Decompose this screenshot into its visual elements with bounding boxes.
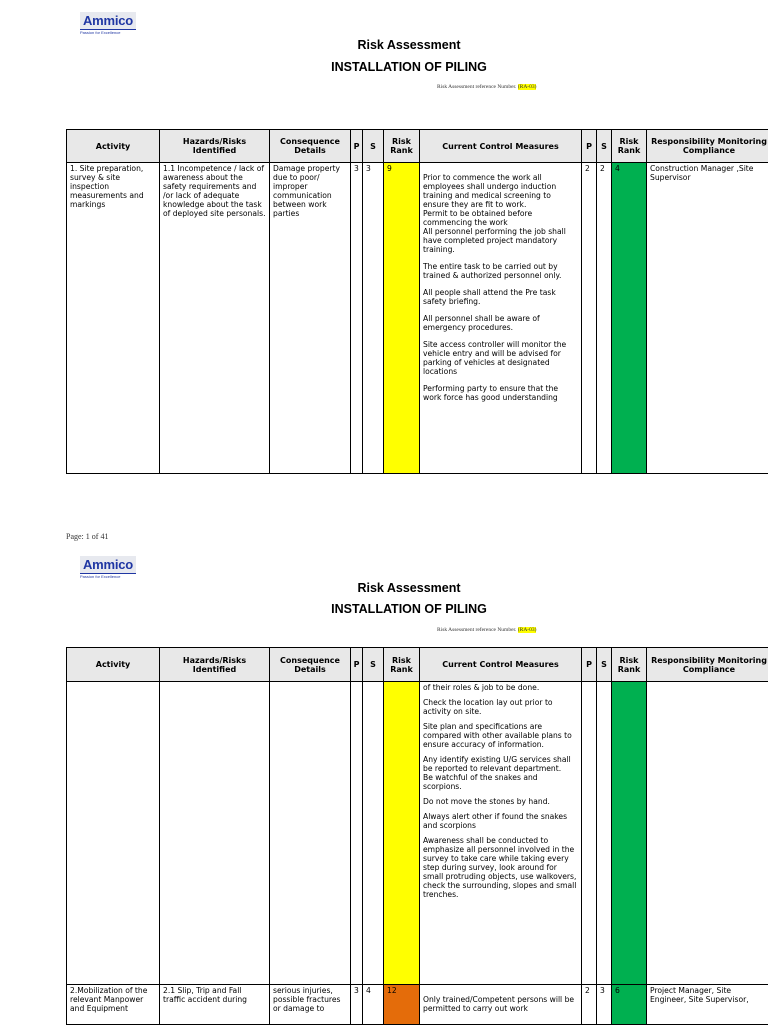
header-consequence: Consequence Details xyxy=(270,130,351,163)
table-header-row xyxy=(67,130,768,163)
header-hazards: Hazards/Risks Identified xyxy=(160,130,270,163)
ammico-logo xyxy=(80,556,136,580)
header-risk-rank-residual: Risk Rank xyxy=(612,648,647,682)
header-control-measures: Current Control Measures xyxy=(420,648,582,682)
measure-item: Awareness shall be conducted to emphasize all personnel involved in the survey to take care while taking every step during survey, look around for small protruding objects, use walkovers, check the surrounding, slopes and small trenches. xyxy=(423,836,578,899)
header-control-measures: Current Control Measures xyxy=(420,130,582,163)
s-cell: 4 xyxy=(363,985,384,1025)
reference-code: (RA-03) xyxy=(518,627,537,633)
header-consequence: Consequence Details xyxy=(270,648,351,682)
s-cell xyxy=(363,682,384,985)
consequence-cell: serious injuries, possible fractures or damage to xyxy=(270,985,351,1025)
reference-code: (RA-03) xyxy=(518,84,537,90)
p-residual-cell: 2 xyxy=(582,985,597,1025)
p-cell xyxy=(351,682,363,985)
header-p-residual: P xyxy=(582,648,597,682)
header-p: P xyxy=(351,130,363,163)
responsibility-cell: Construction Manager ,Site Supervisor xyxy=(647,163,768,474)
s-residual-cell xyxy=(597,682,612,985)
table-row xyxy=(67,163,768,474)
header-hazards: Hazards/Risks Identified xyxy=(160,648,270,682)
reference-number xyxy=(437,627,536,633)
measure-item: Do not move the stones by hand. xyxy=(423,797,578,806)
header-s: S xyxy=(363,648,384,682)
p-residual-cell xyxy=(582,682,597,985)
p-cell: 3 xyxy=(351,163,363,474)
header-risk-rank: Risk Rank xyxy=(384,648,420,682)
control-measures-cell xyxy=(420,985,582,1025)
responsibility-cell xyxy=(647,682,768,985)
measure-item: Any identify existing U/G services shall be reported to relevant department. Be watchful of the snakes and scorpions. xyxy=(423,755,578,791)
reference-label: Risk Assessment reference Number. xyxy=(437,627,516,633)
s-cell: 3 xyxy=(363,163,384,474)
hazard-cell: 2.1 Slip, Trip and Fall traffic accident during xyxy=(160,985,270,1025)
risk-rank-residual-cell: 4 xyxy=(612,163,647,474)
header-risk-rank-residual: Risk Rank xyxy=(612,130,647,163)
risk-rank-cell: 12 xyxy=(384,985,420,1025)
measure-item: Always alert other if found the snakes and scorpions xyxy=(423,812,578,830)
measure-item: Check the location lay out prior to activity on site. xyxy=(423,698,578,716)
header-s-residual: S xyxy=(597,130,612,163)
s-residual-cell: 3 xyxy=(597,985,612,1025)
header-responsibility: Responsibility Monitoring Compliance xyxy=(647,130,768,163)
measure-item: All personnel shall be aware of emergency procedures. xyxy=(423,314,578,332)
risk-assessment-table xyxy=(66,129,768,474)
table-row xyxy=(67,985,768,1025)
measure-item: Site access controller will monitor the vehicle entry and will be advised for parking of vehicles at designated locations xyxy=(423,340,578,376)
control-measures-cell xyxy=(420,682,582,985)
table-row xyxy=(67,682,768,985)
logo-tagline: Passion for Excellence xyxy=(80,574,136,580)
header-risk-rank: Risk Rank xyxy=(384,130,420,163)
activity-cell xyxy=(67,682,160,985)
measure-item: All people shall attend the Pre task safety briefing. xyxy=(423,288,578,306)
s-residual-cell: 2 xyxy=(597,163,612,474)
reference-number xyxy=(437,84,536,90)
risk-assessment-table xyxy=(66,647,768,1025)
page-number: Page: 1 of 41 xyxy=(66,532,108,541)
table-header-row xyxy=(67,648,768,682)
measure-item: Site plan and specifications are compared with other available plans to ensure accuracy of information. xyxy=(423,722,578,749)
reference-label: Risk Assessment reference Number. xyxy=(437,84,516,90)
measure-item: Prior to commence the work all employees shall undergo induction training and medical screening to ensure they are fit to work. Permit to be obtained before commencing the work All personnel performing the job shall have completed project mandatory training. xyxy=(423,173,578,254)
risk-rank-cell xyxy=(384,682,420,985)
logo-wordmark: Ammico xyxy=(80,12,136,30)
p-cell: 3 xyxy=(351,985,363,1025)
header-s-residual: S xyxy=(597,648,612,682)
consequence-cell: Damage property due to poor/ improper communication between work parties xyxy=(270,163,351,474)
logo-tagline: Passion for Excellence xyxy=(80,30,136,36)
p-residual-cell: 2 xyxy=(582,163,597,474)
risk-rank-residual-cell: 6 xyxy=(612,985,647,1025)
ammico-logo xyxy=(80,12,136,36)
header-s: S xyxy=(363,130,384,163)
risk-rank-cell: 9 xyxy=(384,163,420,474)
header-responsibility: Responsibility Monitoring Compliance xyxy=(647,648,768,682)
risk-rank-residual-cell xyxy=(612,682,647,985)
document-subtitle: INSTALLATION OF PILING xyxy=(0,602,768,616)
hazard-cell: 1.1 Incompetence / lack of awareness about the safety requirements and /or lack of adequate knowledge about the task of deployed site personals. xyxy=(160,163,270,474)
header-p: P xyxy=(351,648,363,682)
control-measures-cell xyxy=(420,163,582,474)
measure-item: of their roles & job to be done. xyxy=(423,683,578,692)
activity-cell: 2.Mobilization of the relevant Manpower and Equipment xyxy=(67,985,160,1025)
responsibility-cell: Project Manager, Site Engineer, Site Supervisor, xyxy=(647,985,768,1025)
measure-item: The entire task to be carried out by trained & authorized personnel only. xyxy=(423,262,578,280)
measure-item: Only trained/Competent persons will be permitted to carry out work xyxy=(423,995,574,1013)
document-title: Risk Assessment xyxy=(0,38,768,52)
activity-cell: 1. Site preparation, survey & site inspection measurements and markings xyxy=(67,163,160,474)
header-activity: Activity xyxy=(67,130,160,163)
header-p-residual: P xyxy=(582,130,597,163)
hazard-cell xyxy=(160,682,270,985)
logo-wordmark: Ammico xyxy=(80,556,136,574)
consequence-cell xyxy=(270,682,351,985)
measure-item: Performing party to ensure that the work force has good understanding xyxy=(423,384,578,402)
header-activity: Activity xyxy=(67,648,160,682)
document-subtitle: INSTALLATION OF PILING xyxy=(0,60,768,74)
document-title: Risk Assessment xyxy=(0,581,768,595)
